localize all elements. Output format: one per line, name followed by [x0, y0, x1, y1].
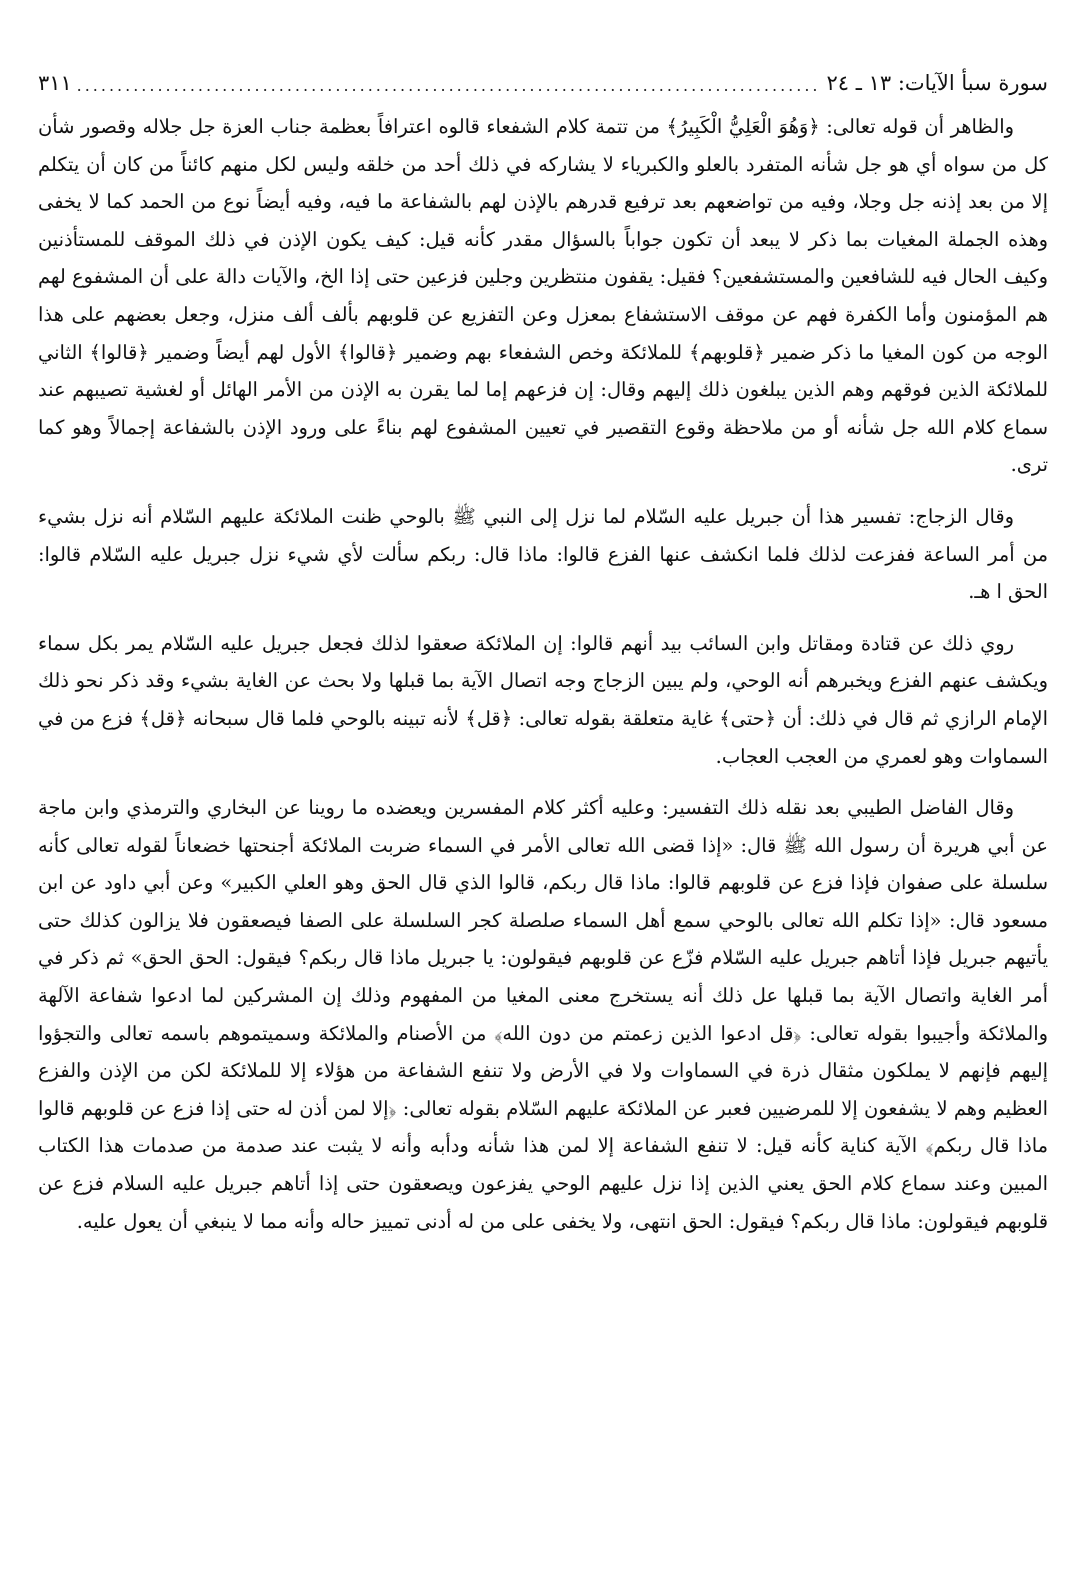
- book-page: [38, 62, 1048, 1552]
- paragraph-1: والظاهر أن قوله تعالى: ﴿وَهُوَ الْعَلِيُّ الْكَبِيرُ﴾ من تتمة كلام الشفعاء قالوه اعترافاً بعظمة جناب العزة جل جلاله وقصور شأن كل من سواه أي هو جل شأنه المتفرد بالعلو والكبرياء لا يشاركه في ذلك أحد من خلقه وليس لكل منهم كائناً من كان أن يتكلم إلا من بعد إذنه جل وجلا، وفيه من تواضعهم بعد ترفيع قدرهم بالإذن لهم بالشفاعة ما فيه، وفيه أيضاً نوع من الحمد كما لا يخفى وهذه الجملة المغيات بما ذكر لا يبعد أن تكون جواباً بالسؤال مقدر كأنه قيل: كيف يكون الإذن في ذلك الموقف للمستأذنين وكيف الحال فيه للشافعين والمستشفعين؟ فقيل: يقفون منتظرين وجلين فزعين حتى إذا الخ، والآيات دالة على أن المشفوع لهم هم المؤمنون وأما الكفرة فهم عن موقف الاستشفاع بمعزل وعن التفزيع عن قلوبهم بألف ألف منزل، وجعل بعضهم على هذا الوجه من كون المغيا ما ذكر ضمير ﴿قلوبهم﴾ للملائكة وخص الشفعاء بهم وضمير ﴿قالوا﴾ الأول لهم أيضاً وضمير ﴿قالوا﴾ الثاني للملائكة الذين فوقهم وهم الذين يبلغون ذلك إليهم وقال: إن فزعهم إما لما يقرن به الإذن من الأمر الهائل أو لغشية تصيبهم عند سماع كلام الله جل شأنه أو من ملاحظة وقوع التقصير في تعيين المشفوع لهم بناءً على ورود الإذن بالشفاعة إجمالاً وهو كما ترى.: [38, 115, 1048, 477]
- page-number: ٣١١: [38, 71, 72, 95]
- header-leader-dots: [78, 74, 821, 98]
- paragraph-3: روي ذلك عن قتادة ومقاتل وابن السائب بيد أنهم قالوا: إن الملائكة صعقوا لذلك فجعل جبريل عليه السّلام يمر بكل سماء ويكشف عنهم الفزع ويخبرهم أنه الوحي، ولم يبين الزجاج وجه اتصال الآية بما قبلها ولا بحث عن الغاية بشيء وقد ذكر نحو ذلك الإمام الرازي ثم قال في ذلك: أن ﴿حتى﴾ غاية متعلقة بقوله تعالى: ﴿قل﴾ لأنه تبينه بالوحي فلما قال سبحانه ﴿قل﴾ فزع من في السماوات وهو لعمري من العجب العجاب.: [38, 631, 1048, 768]
- paragraph-4: وقال الفاضل الطيبي بعد نقله ذلك التفسير: وعليه أكثر كلام المفسرين ويعضده ما روينا عن البخاري والترمذي وابن ماجة عن أبي هريرة أن رسول الله ﷺ قال: «إذا قضى الله تعالى الأمر في السماء ضربت الملائكة أجنحتها خضعاناً لقوله تعالى كأنه سلسلة على صفوان فإذا فزع عن قلوبهم قالوا: ماذا قال ربكم، قالوا الذي قال الحق وهو العلي الكبير» وعن أبي داود عن ابن مسعود قال: «إذا تكلم الله تعالى بالوحي سمع أهل السماء صلصلة كجر السلسلة على الصفا فيصعقون فلا يزالون كذلك حتى يأتيهم جبريل فإذا أتاهم جبريل عليه السّلام فزّع عن قلوبهم فيقولون: يا جبريل ماذا قال ربكم؟ فيقول: الحق الحق» ثم ذكر في أمر الغاية واتصال الآية بما قبلها عل ذلك أنه يستخرج معنى المغيا من المفهوم وذلك إن المشركين لما ادعوا شفاعة الآلهة والملائكة وأجيبوا بقوله تعالى: ﴿قل ادعوا الذين زعمتم من دون الله﴾ من الأصنام والملائكة وسميتموهم باسمه تعالى والتجؤوا إليهم فإنهم لا يملكون مثقال ذرة في السماوات ولا في الأرض ولا تنفع الشفاعة من هؤلاء إلا للملائكة لكن من الإذن والفزع العظيم وهم لا يشفعون إلا للمرضيين فعبر عن الملائكة عليهم السّلام بقوله تعالى: ﴿إلا لمن أذن له حتى إذا فزع عن قلوبهم قالوا ماذا قال ربكم﴾ الآية كناية كأنه قيل: لا تنفع الشفاعة إلا لمن هذا شأنه ودأبه وأنه لا يثبت عند صدمة من صدمات هذا الكتاب المبين وعند سماع كلام الحق يعني الذين إذا نزل عليهم الوحي يفزعون ويصعقون حتى إذا أتاهم جبريل عليه السلام فزع عن قلوبهم فيقولون: ماذا قال ربكم؟ فيقول: الحق انتهى، ولا يخفى على من له أدنى تمييز حاله وأنه مما لا ينبغي أن يعول عليه.: [38, 796, 1048, 1233]
- page-body: [38, 108, 1048, 1240]
- surah-title: سورة سبأ الآيات: ١٣ ـ ٢٤: [826, 71, 1048, 95]
- paragraph-2: وقال الزجاج: تفسير هذا أن جبريل عليه السّلام لما نزل إلى النبي ﷺ بالوحي ظنت الملائكة عليهم السّلام أنه نزل بشيء من أمر الساعة ففزعت لذلك فلما انكشف عنها الفزع قالوا: ماذا قال: ربكم سألت لأي شيء نزل جبريل عليه السّلام قالوا: الحق ا هـ.: [38, 504, 1048, 604]
- running-header: [38, 62, 1048, 98]
